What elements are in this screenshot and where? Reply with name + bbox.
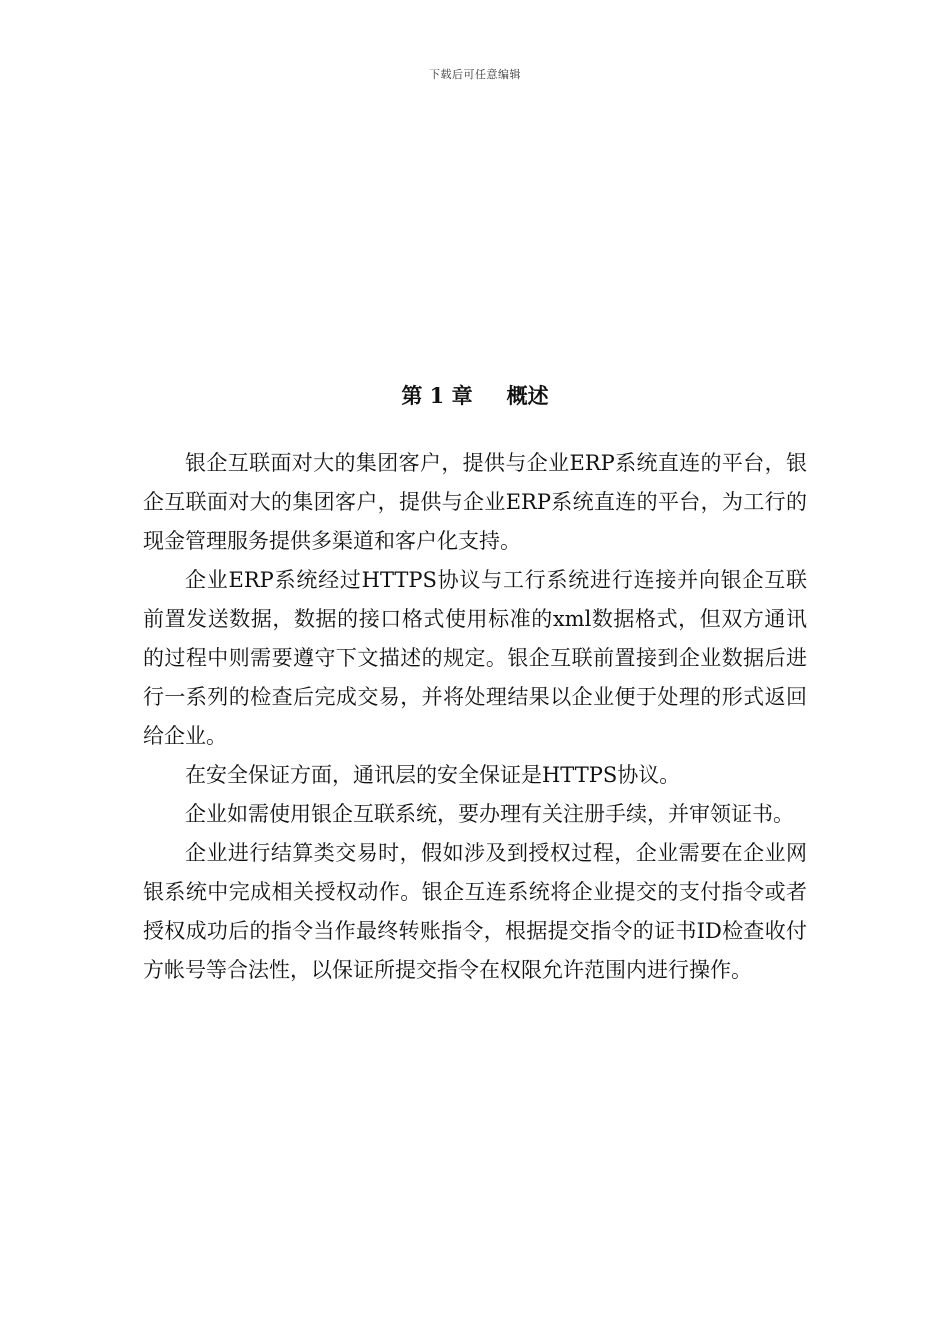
- paragraph-security: 在安全保证方面，通讯层的安全保证是HTTPS协议。: [185, 763, 681, 787]
- paragraph-erp-connection: 企业ERP系统经过HTTPS协议与工行系统进行连接并向银企互联前置发送数据，数据的接口格式使用标准的xml数据格式，但双方通讯的过程中则需要遵守下文描述的规定。银企互联前置接到企业数据后进行一系列的检查后完成交易，并将处理结果以企业便于处理的形式返回给企业。: [143, 568, 807, 748]
- paragraph-authorization: 企业进行结算类交易时，假如涉及到授权过程，企业需要在企业网银系统中完成相关授权动作。银企互连系统将企业提交的支付指令或者授权成功后的指令当作最终转账指令，根据提交指令的证书ID检查收付方帐号等合法性，以保证所提交指令在权限允许范围内进行操作。: [143, 841, 807, 982]
- chapter-heading: [0, 380, 950, 410]
- chapter-number: 第 1 章: [401, 383, 473, 408]
- paragraph-registration: 企业如需使用银企互联系统，要办理有关注册手续，并审领证书。: [185, 802, 794, 826]
- paragraph-intro: 银企互联面对大的集团客户，提供与企业ERP系统直连的平台，银企互联面对大的集团客户，提供与企业ERP系统直连的平台，为工行的现金管理服务提供多渠道和客户化支持。: [143, 451, 807, 553]
- chapter-title: 概述: [506, 383, 549, 408]
- document-body: [143, 444, 807, 990]
- page-header-note: 下载后可任意编辑: [429, 68, 521, 81]
